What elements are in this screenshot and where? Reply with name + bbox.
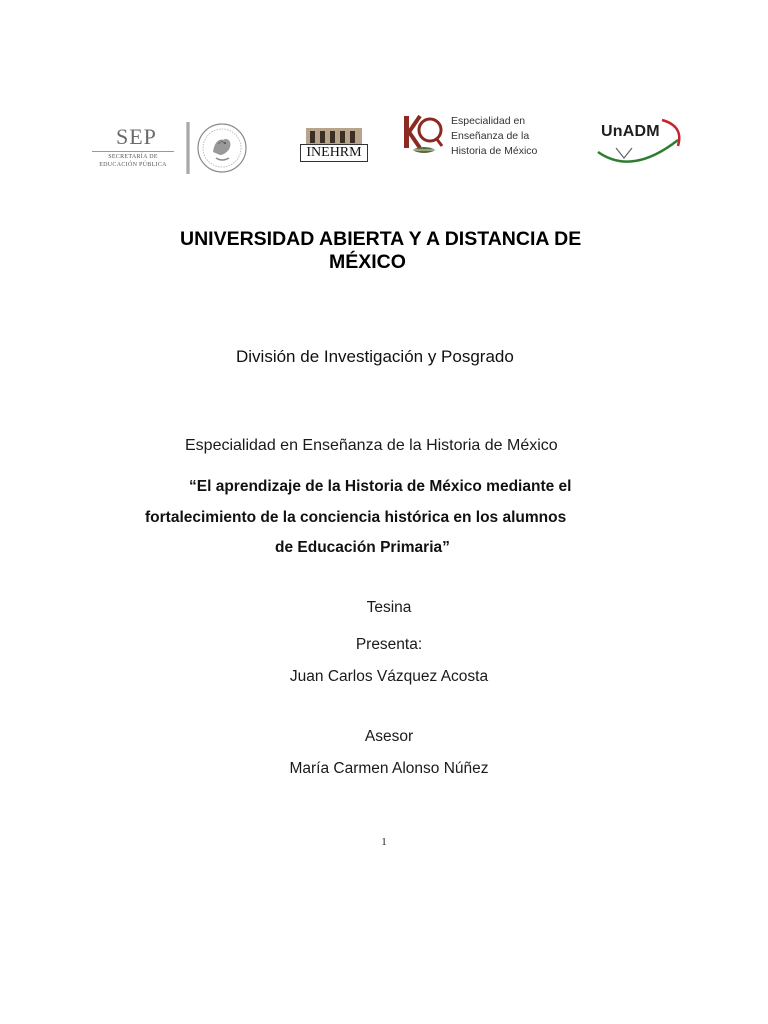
division-heading: División de Investigación y Posgrado [236, 347, 514, 366]
thesis-title-line-3: de Educación Primaria” [275, 539, 450, 556]
especialidad-logo-text [451, 114, 537, 159]
especialidad-logo-line-1: Especialidad en [451, 115, 526, 127]
document-type: Tesina [366, 599, 412, 616]
sep-logo-rule [92, 151, 174, 152]
sep-logo-divider [186, 122, 190, 174]
page-number: 1 [381, 836, 387, 848]
presenter-label: Presenta: [355, 636, 423, 653]
sep-logo-word: SEP [116, 124, 157, 149]
especialidad-book-icon [402, 114, 448, 158]
university-title-line-2: MÉXICO [329, 251, 406, 273]
inehrm-logo-word: INEHRM [300, 144, 368, 162]
advisor-label: Asesor [364, 728, 414, 745]
advisor-name: María Carmen Alonso Núñez [289, 760, 489, 777]
sep-logo [92, 122, 252, 174]
especialidad-logo-line-2: Enseñanza de la [451, 130, 530, 142]
thesis-title-line-2: fortalecimiento de la conciencia histórica en los alumnos [145, 509, 567, 526]
unadm-logo-word: UnADM [601, 123, 660, 140]
sep-logo-subtitle-2: EDUCACIÓN PÚBLICA [99, 162, 167, 168]
unadm-logo [592, 118, 686, 172]
inehrm-building-icon [298, 126, 370, 146]
university-title-line-1: UNIVERSIDAD ABIERTA Y A DISTANCIA DE [180, 228, 582, 250]
thesis-title-line-1: “El aprendizaje de la Historia de México mediante el [189, 478, 572, 495]
especialidad-logo-line-3: Historia de México [451, 145, 538, 157]
especialidad-logo [402, 114, 552, 162]
specialty-heading: Especialidad en Enseñanza de la Historia de México [185, 437, 558, 454]
mexico-seal-icon [196, 122, 248, 174]
presenter-name: Juan Carlos Vázquez Acosta [289, 668, 489, 685]
sep-logo-subtitle-1: SECRETARÍA DE [108, 154, 158, 160]
inehrm-logo [298, 126, 370, 164]
